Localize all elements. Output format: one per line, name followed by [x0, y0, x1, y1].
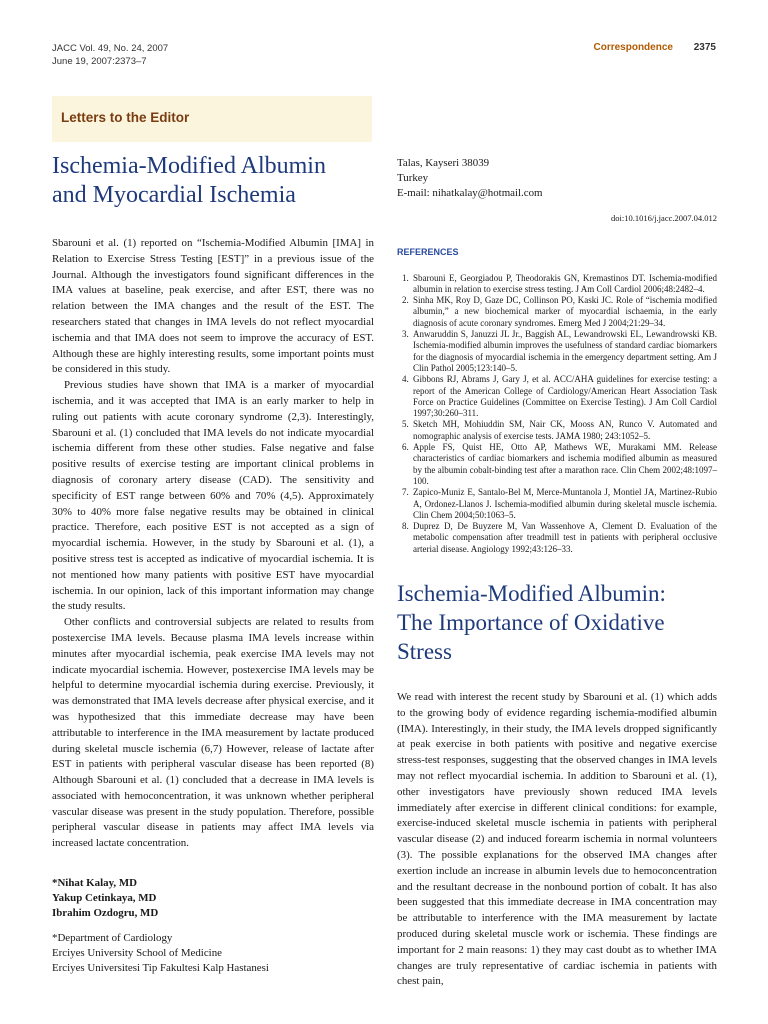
letter1-title-line1: Ischemia-Modified Albumin	[52, 153, 326, 179]
right-column	[397, 152, 717, 990]
letter1-paragraph-2: Previous studies have shown that IMA is a marker of myocardial ischemia, and it was accepted that IMA is an early marker to help in ruling out patients with acute coronary syndrome (2,3). Interestingly, Sbarouni et al. (1) concluded that IMA levels do not indicate myocardial ischemia different from these other studies. False negative and false positive results of exercise testing are important clinical problems in diagnosis of coronary artery disease (CAD). The sensitivity and specificity of EST range between 60% and 70% (4,5). Approximately 30% to 40% more false negative results may be obtained in clinical practice. Therefore, each positive EST is not accepted as a sign of myocardial ischemia. However, in the study by Sbarouni et al. (1), a positive stress test is accepted as indicative of myocardial ischemia. It is not mentioned how many patients with positive EST have myocardial ischemia. In our opinion, lack of this important information may change the study results.	[52, 379, 374, 613]
letter2-paragraph-1: We read with interest the recent study by Sbarouni et al. (1) which adds to the growing body of evidence regarding ischemia-modified albumin (IMA). Interestingly, in their study, the IMA levels dropped significantly at peak exercise in both patients with positive and negative exercise stress-test responses, suggesting that the observed changes in IMA levels may not reflect myocardial ischemia. In addition to Sbarouni et al. (1), other investigators have previously shown reduced IMA levels immediately after exercise in different clinical conditions: for example, exercise-induced skeletal muscle ischemia in patients with peripheral vascular disease (2) and induced forearm ischemia in normal volunteers (3). The possible explanations for the observed IMA changes after exertion include an increase in albumin levels due to hemoconcentration and the resultant decrease in the nonbound portion of cobalt. It has also been suggested that this immediate decrease in IMA concentration may be attributable to interference with the IMA measurement by lactate produced during skeletal muscle work or ischemia. These findings are important for 2 main reasons: 1) they may cast doubt as to whether IMA changes are truly representative of cardiac ischemia in patients with chest pain,	[397, 691, 717, 988]
journal-volume: JACC Vol. 49, No. 24, 2007	[52, 43, 169, 54]
affiliation-line: Erciyes Universitesi Tip Fakultesi Kalp Hastanesi	[52, 962, 269, 975]
author-affiliation	[52, 931, 374, 976]
letter1-paragraph-3: Other conflicts and controversial subjects are related to results from postexercise IMA levels. Because plasma IMA levels increase within minutes after myocardial ischemia, peak exercise IMA levels may not indicate myocardial ischemia. However, postexercise IMA levels may be helpful to determine myocardial ischemia during exercise. Previously, it was demonstrated that IMA levels decrease after physical exercise, and it was hypothesized that this immediate decrease may have been attributable to interference in the IMA measurement by lactate produced during skeletal muscle ischemia (6,7) However, release of lactate after EST in patients with peripheral vascular disease has been reported (8) Although Sbarouni et al. (1) concluded that a decrease in IMA levels is associated with hemoconcentration, it was unknown whether peripheral vascular disease was present in the study population. Therefore, possible peripheral vascular disease in patients may affect IMA levels via increased lactate concentration.	[52, 616, 374, 850]
left-column	[52, 152, 374, 976]
affiliation-line: *Department of Cardiology	[52, 932, 173, 945]
reference-item: 3. Anwaruddin S, Januzzi JL Jr., Baggish AL, Lewandrowski EL, Lewandrowski KB. Ischemia-modified albumin improves the usefulness of standard cardiac biomarkers for the diagnosis of myocardial ischemia in the emergency department setting. Am J Clin Pathol 2005;123:140–5.	[411, 329, 717, 374]
author-name: *Nihat Kalay, MD	[52, 877, 138, 890]
reference-item: 5. Sketch MH, Mohiuddin SM, Nair CK, Mooss AN, Runco V. Automated and nomographic analysis of exercise tests. JAMA 1980; 243:1052–5.	[411, 419, 717, 442]
contact-line: Talas, Kayseri 38039	[397, 157, 490, 169]
reference-item: 2. Sinha MK, Roy D, Gaze DC, Collinson PO, Kaski JC. Role of “ischemia modified albumin,” a new biochemical marker of myocardial ischaemia, in the early diagnosis of acute coronary syndromes. Emerg Med J 2004;21:29–34.	[411, 295, 717, 329]
running-header-section	[594, 42, 717, 53]
letter1-title	[52, 152, 374, 210]
author-name: Ibrahim Ozdogru, MD	[52, 907, 159, 920]
reference-item: 4. Gibbons RJ, Abrams J, Gary J, et al. ACC/AHA guidelines for exercise testing: a report of the American College of Cardiology/American Heart Association Task Force on Practice Guidelines (Committee on Exercise Testing). J Am Coll Cardiol 1997;30:260–311.	[411, 374, 717, 419]
contact-line: Turkey	[397, 172, 429, 184]
affiliation-line: Erciyes University School of Medicine	[52, 947, 222, 960]
letter2-title-line1: Ischemia-Modified Albumin:	[397, 581, 666, 607]
contact-email[interactable]: E-mail: nihatkalay@hotmail.com	[397, 187, 543, 199]
reference-item: 1. Sbarouni E, Georgiadou P, Theodorakis GN, Kremastinos DT. Ischemia-modified albumin in relation to exercise stress testing. J Am Coll Cardiol 2006;48:2482–4.	[411, 273, 717, 296]
page-number: 2375	[693, 42, 716, 53]
reference-item: 7. Zapico-Muniz E, Santalo-Bel M, Merce-Muntanola J, Montiel JA, Martinez-Rubio A, Ordonez-Llanos J. Ischemia-modified albumin during skeletal muscle ischemia. Clin Chem 2004;50:1063–5.	[411, 487, 717, 521]
section-banner-label: Letters to the Editor	[61, 110, 190, 125]
letter2-title-line2: The Importance of Oxidative Stress	[397, 610, 665, 665]
section-banner	[52, 96, 372, 142]
running-header-citation	[52, 42, 168, 68]
journal-date-pages: June 19, 2007:2373–7	[52, 56, 147, 67]
references-heading: REFERENCES	[397, 246, 459, 257]
reference-list	[397, 273, 717, 555]
author-name: Yakup Cetinkaya, MD	[52, 892, 157, 905]
section-name: Correspondence	[593, 42, 673, 53]
author-contact	[397, 156, 717, 201]
letter2-title	[397, 579, 717, 666]
author-list	[52, 876, 374, 921]
reference-item: 6. Apple FS, Quist HE, Otto AP, Mathews WE, Murakami MM. Release characteristics of cardiac biomarkers and ischemia modified albumin as measured by the albumin cobalt-binding test after a marathon race. Clin Chem 2002;48:1097–100.	[411, 442, 717, 487]
letter1-title-line2: and Myocardial Ischemia	[52, 182, 296, 208]
doi[interactable]: doi:10.1016/j.jacc.2007.04.012	[610, 213, 717, 223]
reference-item: 8. Duprez D, De Buyzere M, Van Wassenhove A, Clement D. Evaluation of the metabolic compensation after treadmill test in patients with peripheral occlusive arterial disease. Angiology 1992;43:126–33.	[411, 521, 717, 555]
letter1-paragraph-1: Sbarouni et al. (1) reported on “Ischemia-Modified Albumin [IMA] in Relation to Exercise Stress Testing [EST]” in a previous issue of the Journal. Although the investigators found significant differences in the IMA values at baseline, peak exercise, and after EST, there was no relation between the IMA changes and the result of the EST. The researchers stated that changes in IMA levels do not reflect myocardial ischemia and that IMA does not seem to improve the accuracy of EST. Although these are highly interesting results, some important points must be considered in this study.	[52, 237, 374, 376]
